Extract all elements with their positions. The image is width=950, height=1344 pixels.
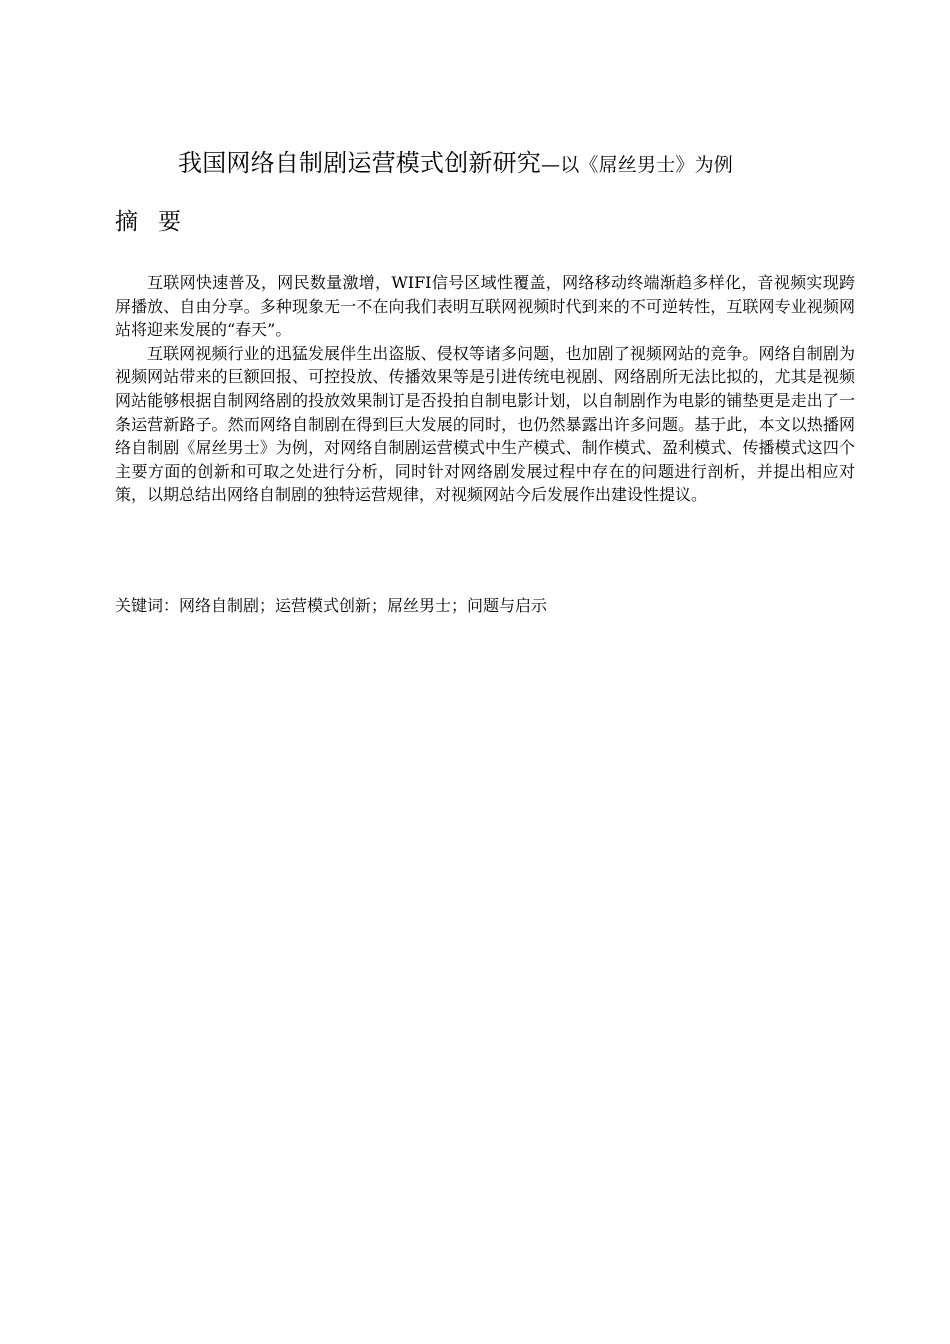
keywords-line: 关键词：网络自制剧；运营模式创新；屌丝男士；问题与启示	[115, 596, 548, 615]
abstract-paragraph: 互联网快速普及，网民数量激增，WIFI信号区域性覆盖，网络移动终端渐趋多样化，音视频实现跨屏播放、自由分享。多种现象无一不在向我们表明互联网视频时代到来的不可逆转性，互联网专业视频网站将迎来发展的“春天”。	[115, 273, 855, 340]
abstract-body	[115, 271, 855, 507]
main-title: 我国网络自制剧运营模式创新研究	[178, 149, 541, 177]
sub-title: —以《屌丝男士》为例	[541, 154, 734, 176]
abstract-paragraph: 互联网视频行业的迅猛发展伴生出盗版、侵权等诸多问题，也加剧了视频网站的竞争。网络自制剧为视频网站带来的巨额回报、可控投放、传播效果等是引进传统电视剧、网络剧所无法比拟的，尤其是视频网站能够根据自制网络剧的投放效果制订是否投拍自制电影计划，以自制剧作为电影的铺垫更是走出了一条运营新路子。然而网络自制剧在得到巨大发展的同时，也仍然暴露出许多问题。基于此，本文以热播网络自制剧《屌丝男士》为例，对网络自制剧运营模式中生产模式、制作模式、盈利模式、传播模式这四个主要方面的创新和可取之处进行分析，同时针对网络剧发展过程中存在的问题进行剖析，并提出相应对策，以期总结出网络自制剧的独特运营规律，对视频网站今后发展作出建设性提议。	[115, 343, 855, 505]
abstract-heading: 摘要	[115, 209, 201, 235]
paper-title	[178, 147, 878, 181]
